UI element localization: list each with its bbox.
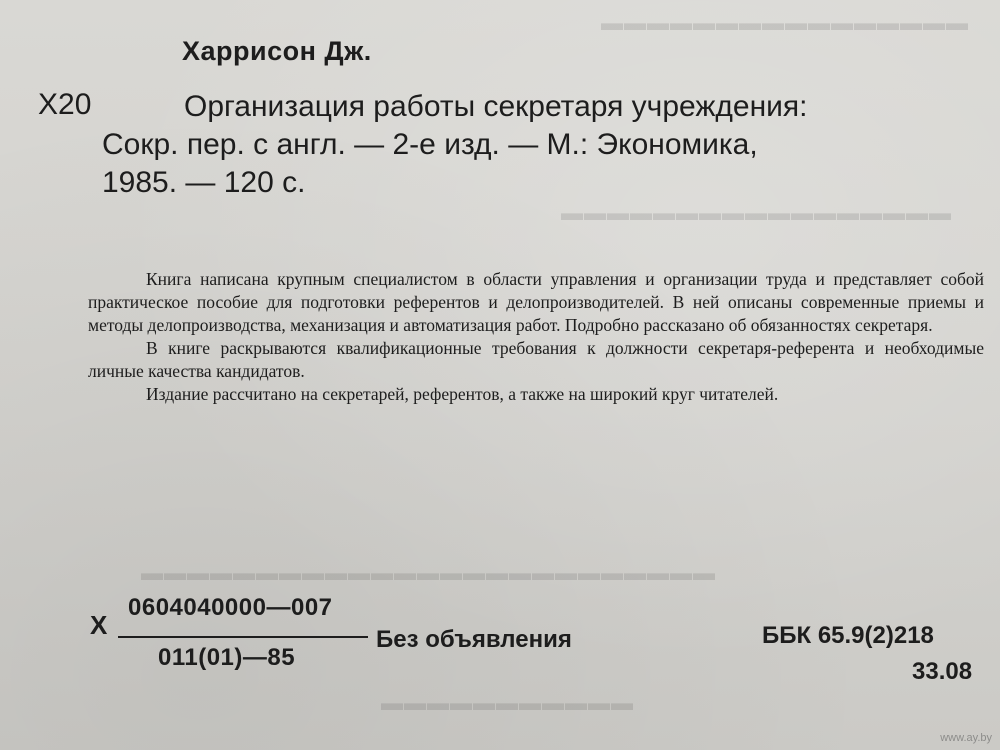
title-line: 1985. — 120 с.	[102, 166, 306, 199]
annotation-paragraph: В книге раскрываются квалификационные требования к должности секретаря-референта и необходимые личные качества кандидатов.	[88, 338, 984, 381]
book-author: Харрисон Дж.	[182, 36, 372, 66]
bibliographic-title	[102, 88, 992, 202]
bbk-code: ББК 65.9(2)218	[762, 622, 934, 649]
show-through-text: ▬▬▬▬▬▬▬▬▬▬▬▬▬▬▬▬▬▬▬▬▬▬▬▬▬	[140, 560, 715, 585]
show-through-text: ▬▬▬▬▬▬▬▬▬▬▬	[380, 690, 633, 715]
imprint-denominator: 011(01)—85	[158, 644, 296, 671]
title-line: Сокр. пер. с англ. — 2-е изд. — М.: Экономика,	[102, 128, 758, 161]
fraction-line	[118, 636, 368, 638]
imprint-numerator: 0604040000—007	[128, 594, 333, 621]
title-line: Организация работы секретаря учреждения:	[184, 90, 808, 123]
watermark: www.ay.by	[940, 732, 992, 744]
price-code: 33.08	[912, 658, 973, 685]
imprint-x-letter: Х	[90, 610, 108, 640]
annotation-paragraph: Книга написана крупным специалистом в области управления и организации труда и представляет собой практическое пособие для подготовки референтов и делопроизводителей. В ней описаны современные приемы и методы делопроизводства, механизация и автоматизация работ. Подробно рассказано об обязанностях секретаря.	[88, 269, 984, 335]
show-through-text: ▬▬▬▬▬▬▬▬▬▬▬▬▬▬▬▬	[600, 10, 968, 35]
no-ad-note: Без объявления	[376, 626, 572, 653]
classification-code: Х20	[38, 88, 92, 121]
annotation	[88, 268, 984, 406]
annotation-paragraph: Издание рассчитано на секретарей, референтов, а также на широкий круг читателей.	[146, 384, 779, 404]
show-through-text: ▬▬▬▬▬▬▬▬▬▬▬▬▬▬▬▬▬	[560, 200, 951, 225]
